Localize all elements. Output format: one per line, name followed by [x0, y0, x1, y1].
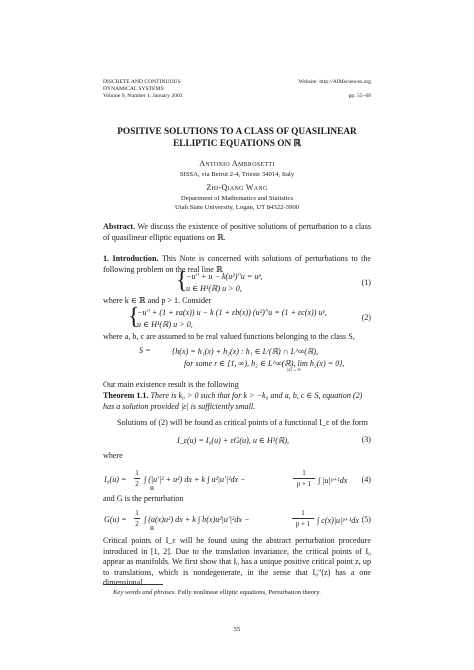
class-s-line2: for some r ∈ [1, ∞), h₂ ∈ L^∞(ℝ), lim h₂(x) = 0}, [184, 359, 345, 368]
theorem-1-1 [103, 391, 371, 402]
equation-5-frac2-num: 1 [301, 509, 305, 517]
where-text: where [103, 451, 123, 460]
where-abc-text: where a, b, c are assumed to be real valued functions belonging to the class S, [103, 332, 355, 341]
footnote-label: Key words and phrases. [113, 589, 177, 596]
equation-4-frac2-num: 1 [302, 469, 306, 477]
equation-1-brace: { [176, 268, 188, 294]
equation-2-line1: −u″ + (1 + εa(x)) u − k (1 + εb(x)) (u²)″u = (1 + εc(x)) uᵖ, [137, 308, 327, 317]
class-s-line1: {h(x) = h₁(x) + h₂(x) : h₁ ∈ Lʳ(ℝ) ∩ L^∞(ℝ), [172, 347, 319, 356]
equation-4-term1: ∫ (|u′|² + u²) dx + k ∫ u²|u′|²dx − [144, 475, 246, 484]
equation-1-line1: −u″ + u − k(u²)″u = uᵖ, [186, 272, 263, 281]
equation-4-integral-subscript: ℝ [150, 487, 155, 492]
where-k-text: where k ∈ ℝ and p > 1. Consider [103, 296, 212, 305]
equation-3-number: (3) [361, 435, 371, 444]
abstract [103, 222, 371, 243]
author-name-2: Zhi-Qiang Wang [206, 183, 268, 192]
theorem-text-1: There is k₀ > 0 such that for k > −k₀ and a, b, c ∈ S, equation (2) [150, 391, 363, 400]
footnote-text: Fully nonlinear elliptic equations, Perturbation theory. [177, 589, 321, 596]
section-heading-introduction: 1. Introduction. [103, 254, 159, 263]
abstract-label: Abstract. [103, 222, 136, 231]
equation-5-lhs: G(u) = [104, 515, 127, 524]
page-range: pp. 55–68 [348, 93, 371, 99]
equation-2-number: (2) [361, 313, 371, 322]
footnote-rule [103, 584, 163, 585]
author-affiliation-2a: Department of Mathematics and Statistics [180, 195, 294, 202]
paper-title-line2: ELLIPTIC EQUATIONS ON ℝ [173, 139, 301, 149]
equation-5-frac1-num: 1 [135, 509, 139, 517]
abstract-text: We discuss the existence of positive solutions of perturbation to a class of quasilinear elliptic equations on ℝ. [103, 222, 371, 242]
main-result-text: Our main existence result is the following [103, 380, 239, 389]
author-affiliation-1: SISSA, via Beirut 2-4, Trieste 34014, Italy [179, 171, 295, 178]
author-affiliation-2b: Utah State University, Logan, UT 84322-3900 [174, 204, 300, 211]
equation-1-line2: u ∈ H¹(ℝ) u > 0, [186, 284, 242, 293]
theorem-text-2: has a solution provided |ε| is sufficiently small. [103, 402, 256, 411]
equation-5-frac1-bar [134, 518, 140, 519]
equation-4-frac1-num: 1 [135, 469, 139, 477]
equation-5-term2: ∫ c(x)|u|ᵖ⁺¹dx [317, 516, 359, 525]
introduction-text: This Note is concerned with solutions of perturbations to the following problem on the real line ℝ [103, 254, 371, 274]
closing-paragraph: Critical points of I_ε will be found using the abstract perturbation procedure introduced in [1, 2]. Due to the translation invariance, the critical points of I₀ appear as manifolds. We first show that I₀ has a unique positive critical point z, up to translations, which is nondegenerate, in the sense that I₀″(z) has a one dimensional [103, 536, 371, 588]
equation-4-frac1-den: 2 [135, 480, 139, 488]
equation-5-frac1-den: 2 [135, 520, 139, 528]
equation-4-frac1-bar [134, 478, 140, 479]
equation-1-number: (1) [361, 278, 371, 287]
volume-line: Volume 9, Number 1, January 2003 [103, 93, 183, 99]
equation-5-integral-subscript: ℝ [150, 527, 155, 532]
equation-5-number: (5) [361, 515, 371, 524]
equation-2-line2: u ∈ H¹(ℝ) u > 0, [137, 320, 193, 329]
equation-4-term2: ∫ |u|ᵖ⁺¹dx [318, 476, 348, 485]
equation-4-frac2-bar [293, 478, 315, 479]
equation-5-frac2-bar [292, 518, 314, 519]
footnote [113, 589, 321, 596]
theorem-label: Theorem 1.1. [103, 391, 149, 400]
class-s-limit-subscript: |x|→∞ [287, 367, 302, 373]
equation-4-frac2-den: p + 1 [296, 480, 312, 488]
equation-3: I_ε(u) = I₀(u) + εG(u), u ∈ H¹(ℝ), [177, 436, 290, 445]
equation-2-brace: { [128, 304, 140, 330]
equation-5-frac2-den: p + 1 [295, 520, 311, 528]
paper-title-line1: POSITIVE SOLUTIONS TO A CLASS OF QUASILINEAR [117, 127, 357, 137]
solutions-text: Solutions of (2) will be found as critical points of a functional I_ε of the form [117, 418, 368, 427]
and-g-text: and G is the perturbation [103, 494, 184, 503]
author-name-1: Antonio Ambrosetti [199, 159, 275, 168]
journal-name-line2: DYNAMICAL SYSTEMS [103, 86, 164, 92]
equation-4-lhs: I₀(u) = [104, 475, 127, 484]
page-number: 55 [233, 626, 241, 633]
class-s-lhs: S = [139, 346, 151, 355]
equation-5-term1: ∫ (a(x)u²) dx + k ∫ b(x)u²|u′|²dx − [144, 515, 250, 524]
equation-4-number: (4) [361, 475, 371, 484]
journal-name-line1: DISCRETE AND CONTINUOUS [103, 79, 181, 85]
journal-website: Website: http://AIMsciences.org [298, 79, 371, 85]
